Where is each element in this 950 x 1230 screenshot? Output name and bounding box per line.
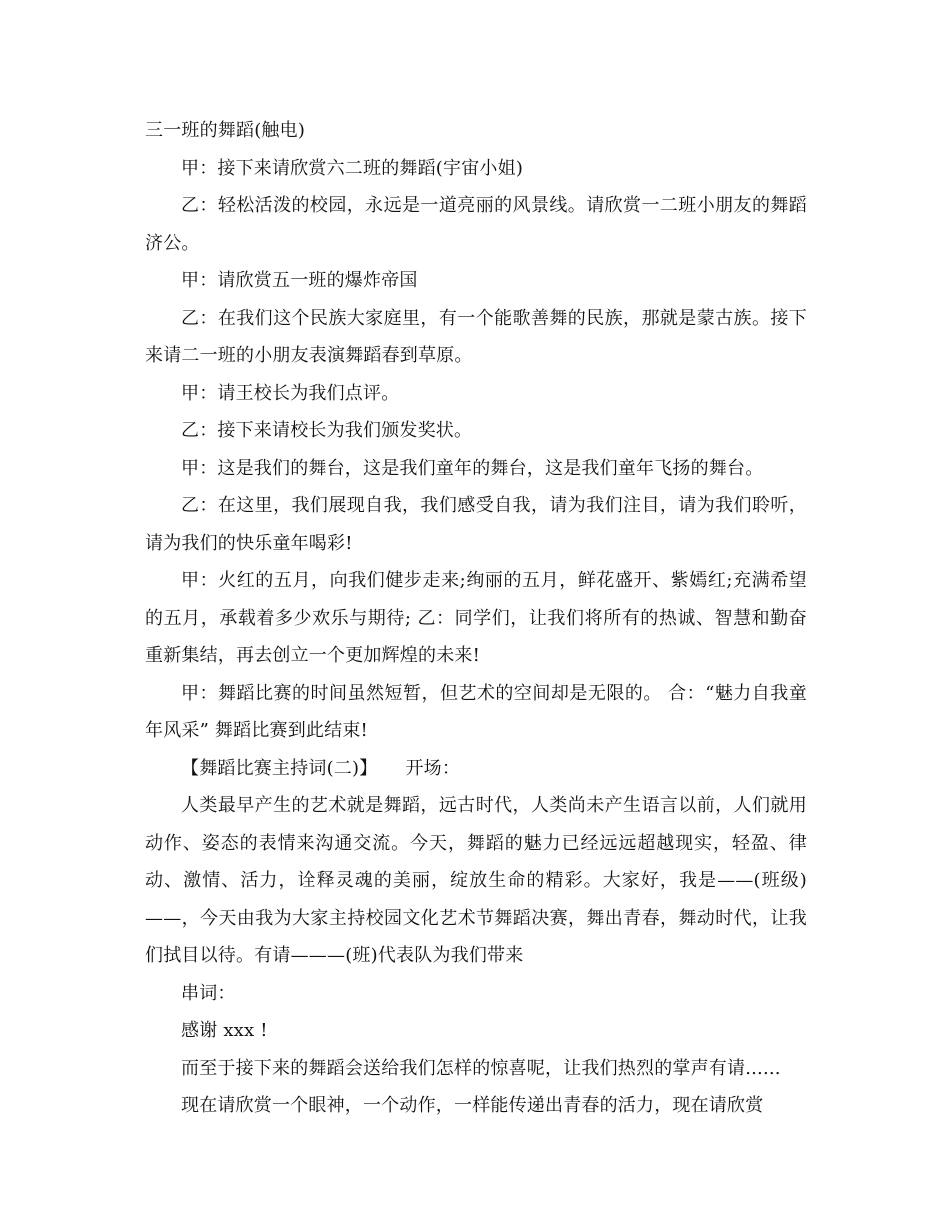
- paragraph-2: 甲：接下来请欣赏六二班的舞蹈(宇宙小姐): [181, 157, 524, 179]
- section-heading-line: [145, 750, 807, 788]
- paragraph-8: 甲：这是我们的舞台，这是我们童年的舞台，这是我们童年飞扬的舞台。: [181, 457, 764, 479]
- section-opening: 开场：: [405, 757, 461, 779]
- section-heading: 【舞蹈比赛主持词(二)】: [181, 757, 378, 779]
- paragraph-1: 三一班的舞蹈(触电): [145, 120, 306, 141]
- paragraph-3: 乙：轻松活泼的校园，永远是一道亮丽的风景线。请欣赏一二班小朋友的舞蹈济公。: [145, 195, 807, 254]
- paragraph-9: 乙：在这里，我们展现自我，我们感受自我，请为我们注目，请为我们聆听，请为我们的快乐童年喝彩!: [145, 495, 807, 554]
- paragraph-11: 甲：舞蹈比赛的时间虽然短暂，但艺术的空间却是无限的。 合：“魅力自我童年风采” 舞蹈比赛到此结束!: [145, 682, 807, 741]
- paragraph-7: 乙：接下来请校长为我们颁发奖状。: [181, 420, 473, 441]
- paragraph-10: 甲：火红的五月，向我们健步走来;绚丽的五月，鲜花盛开、紫嫣红;充满希望的五月，承载着多少欢乐与期待; 乙：同学们，让我们将所有的热诚、智慧和勤奋重新集结，再去创立一个更加辉煌的未来!: [145, 570, 807, 666]
- paragraph-14: 感谢 xxx !: [181, 1020, 268, 1041]
- paragraph-4: 甲：请欣赏五一班的爆炸帝国: [181, 270, 418, 291]
- paragraph-12: 人类最早产生的艺术就是舞蹈，远古时代，人类尚未产生语言以前，人们就用动作、姿态的表情来沟通交流。今天，舞蹈的魅力已经远远超越现实，轻盈、律动、激情、活力，诠释灵魂的美丽，绽放生命的精彩。大家好，我是——(班级)——，今天由我为大家主持校园文化艺术节舞蹈决赛，舞出青春，舞动时代，让我们拭目以待。有请———(班)代表队为我们带来: [145, 795, 807, 966]
- paragraph-16: 现在请欣赏一个眼神，一个动作，一样能传递出青春的活力，现在请欣赏: [181, 1095, 764, 1116]
- document-body: [145, 112, 807, 1125]
- paragraph-15: 而至于接下来的舞蹈会送给我们怎样的惊喜呢，让我们热烈的掌声有请......: [181, 1057, 781, 1079]
- paragraph-6: 甲：请王校长为我们点评。: [181, 382, 400, 404]
- paragraph-13: 串词：: [181, 982, 236, 1004]
- paragraph-5: 乙：在我们这个民族大家庭里，有一个能歌善舞的民族，那就是蒙古族。接下来请二一班的小朋友表演舞蹈春到草原。: [145, 307, 807, 366]
